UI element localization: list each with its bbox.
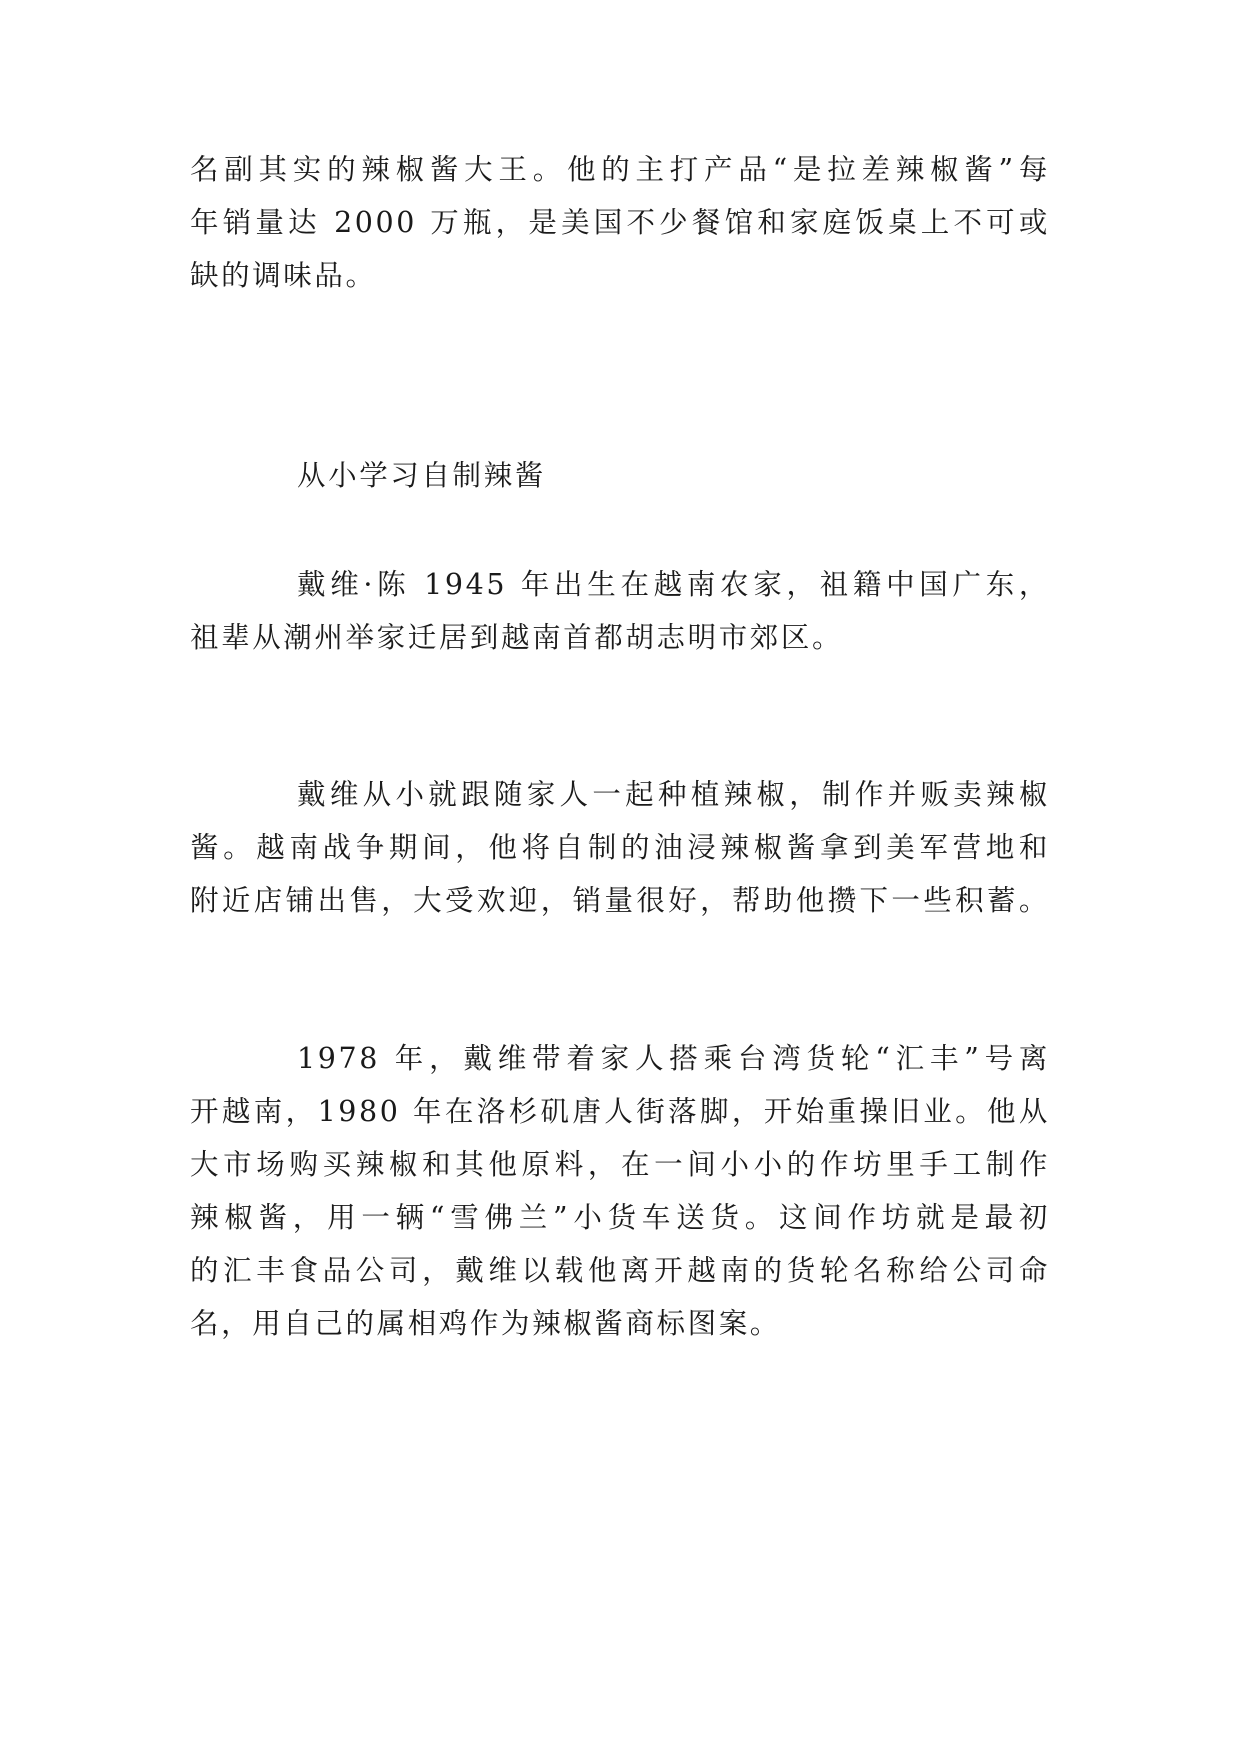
paragraph-line: 名副其实的辣椒酱大王。他的主打产品“是拉差辣椒酱”每	[190, 153, 1050, 186]
paragraph-line: 的汇丰食品公司，戴维以载他离开越南的货轮名称给公司命	[190, 1254, 1050, 1287]
paragraph-line: 戴维·陈 1945 年出生在越南农家，祖籍中国广东，	[297, 568, 1050, 601]
paragraph-line: 祖辈从潮州举家迁居到越南首都胡志明市郊区。	[190, 621, 844, 654]
section-heading: 从小学习自制辣酱	[297, 459, 546, 492]
paragraph-line: 辣椒酱，用一辆“雪佛兰”小货车送货。这间作坊就是最初	[190, 1201, 1050, 1234]
paragraph-line: 名，用自己的属相鸡作为辣椒酱商标图案。	[190, 1307, 781, 1340]
paragraph-line: 开越南，1980 年在洛杉矶唐人街落脚，开始重操旧业。他从	[190, 1095, 1050, 1128]
paragraph-line: 大市场购买辣椒和其他原料，在一间小小的作坊里手工制作	[190, 1148, 1050, 1181]
paragraph-line: 年销量达 2000 万瓶，是美国不少餐馆和家庭饭桌上不可或	[190, 206, 1050, 239]
paragraph-line: 戴维从小就跟随家人一起种植辣椒，制作并贩卖辣椒	[297, 778, 1050, 811]
paragraph-line: 缺的调味品。	[190, 259, 377, 292]
paragraph-line: 附近店铺出售，大受欢迎，销量很好，帮助他攒下一些积蓄。	[190, 884, 1050, 917]
paragraph-line: 酱。越南战争期间，他将自制的油浸辣椒酱拿到美军营地和	[190, 831, 1050, 864]
paragraph-line: 1978 年，戴维带着家人搭乘台湾货轮“汇丰”号离	[297, 1042, 1050, 1075]
